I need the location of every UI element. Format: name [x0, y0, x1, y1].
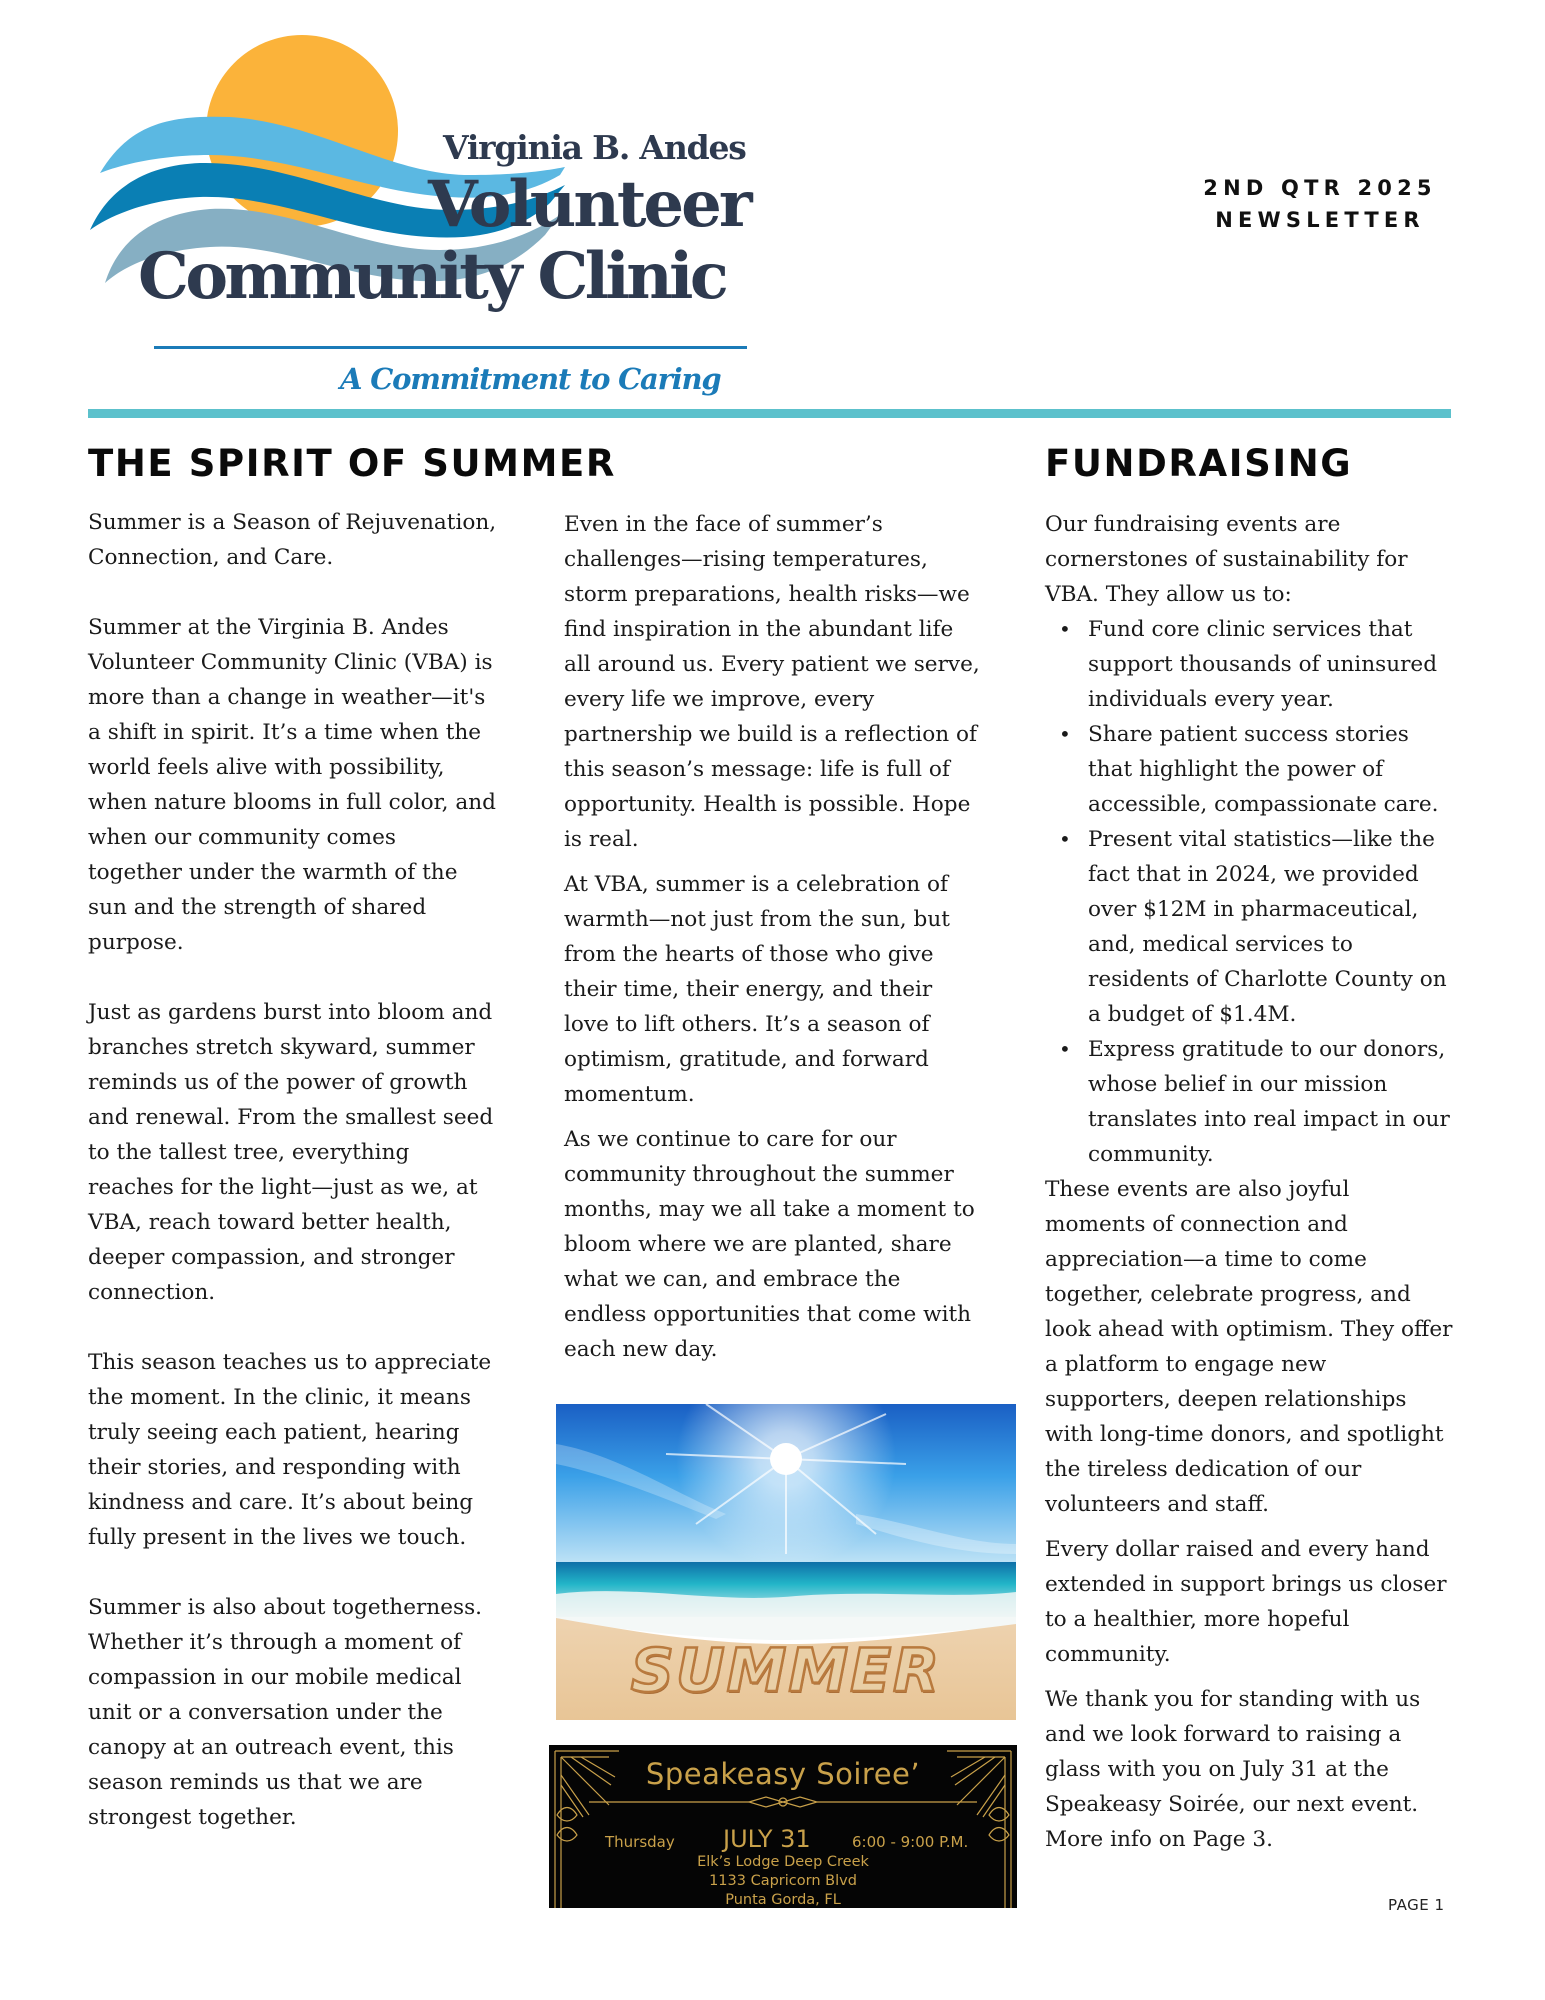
- body-line: the tireless dedication of our: [1045, 1457, 1362, 1482]
- logo-text-community-clinic: Community Clinic: [138, 239, 726, 314]
- body-line: with long-time donors, and spotlight: [1045, 1422, 1444, 1447]
- body-line: strongest together.: [88, 1805, 297, 1830]
- clinic-logo: [90, 25, 760, 410]
- body-line: Every dollar raised and every hand: [1045, 1537, 1430, 1562]
- side-ornament-left: [557, 1808, 577, 1842]
- body-line: reminds us of the power of growth: [88, 1070, 468, 1095]
- body-line: world feels alive with possibility,: [88, 755, 445, 780]
- bullet-item: [1045, 1032, 1505, 1172]
- body-line: more than a change in weather—it's: [88, 685, 486, 710]
- body-line: fully present in the lives we touch.: [88, 1525, 467, 1550]
- body-line: to the tallest tree, everything: [88, 1140, 410, 1165]
- body-line: reaches for the light—just as we, at: [88, 1175, 478, 1200]
- bullet-icon: •: [1059, 827, 1071, 851]
- sand-writing: SUMMER: [630, 1636, 942, 1706]
- bullet-line: Fund core clinic services that: [1088, 617, 1413, 642]
- body-line: volunteers and staff.: [1045, 1492, 1269, 1517]
- body-line: season reminds us that we are: [88, 1770, 423, 1795]
- bullet-line: accessible, compassionate care.: [1088, 792, 1439, 817]
- bullet-line: whose belief in our mission: [1088, 1072, 1388, 1097]
- paragraph: [564, 1122, 1014, 1367]
- body-line: deeper compassion, and stronger: [88, 1245, 455, 1270]
- body-line: each new day.: [564, 1337, 718, 1362]
- bullet-line: fact that in 2024, we provided: [1088, 862, 1419, 887]
- bullet-line: residents of Charlotte County on: [1088, 967, 1447, 992]
- logo-text-virginia-b-andes: Virginia B. Andes: [443, 128, 746, 167]
- spirit-heading: THE SPIRIT OF SUMMER: [88, 442, 616, 485]
- blank-line: [88, 1555, 528, 1590]
- body-line: unit or a conversation under the: [88, 1700, 443, 1725]
- body-line: purpose.: [88, 930, 184, 955]
- body-line: to a healthier, more hopeful: [1045, 1607, 1350, 1632]
- body-line: Summer is a Season of Rejuvenation,: [88, 510, 497, 535]
- bullet-item: [1045, 612, 1505, 717]
- body-line: endless opportunities that come with: [564, 1302, 972, 1327]
- bullet-line: a budget of $1.4M.: [1088, 1002, 1297, 1027]
- body-line: appreciation—a time to come: [1045, 1247, 1367, 1272]
- body-line: compassion in our mobile medical: [88, 1665, 462, 1690]
- body-line: all around us. Every patient we serve,: [564, 652, 980, 677]
- body-line: find inspiration in the abundant life: [564, 617, 954, 642]
- spirit-column-1: [88, 505, 528, 1835]
- body-line: bloom where we are planted, share: [564, 1232, 952, 1257]
- body-line: Even in the face of summer’s: [564, 512, 883, 537]
- body-line: Whether it’s through a moment of: [88, 1630, 462, 1655]
- body-line: momentum.: [564, 1082, 695, 1107]
- body-line: Speakeasy Soirée, our next event.: [1045, 1792, 1419, 1817]
- header-accent-bar: [88, 409, 1451, 418]
- spirit-column-2: [564, 507, 1014, 1367]
- event-date: JULY 31: [723, 1825, 811, 1853]
- paragraph-gap: [564, 1112, 1014, 1122]
- event-street: 1133 Capricorn Blvd: [709, 1873, 857, 1889]
- body-line: This season teaches us to appreciate: [88, 1350, 492, 1375]
- paragraph: [1045, 1172, 1505, 1522]
- fundraising-intro: [1045, 507, 1505, 612]
- event-title: Speakeasy Soiree’: [645, 1757, 921, 1791]
- body-line: their time, their energy, and their: [564, 977, 933, 1002]
- body-line: At VBA, summer is a celebration of: [564, 872, 948, 897]
- body-line: opportunity. Health is possible. Hope: [564, 792, 971, 817]
- body-line: a shift in spirit. It’s a time when the: [88, 720, 482, 745]
- page-number: PAGE 1: [1388, 1896, 1445, 1914]
- blank-line: [88, 575, 528, 610]
- body-line: love to lift others. It’s a season of: [564, 1012, 930, 1037]
- body-line: connection.: [88, 1280, 216, 1305]
- paragraph-gap: [1045, 1672, 1505, 1682]
- issue-quarter: 2ND QTR 2025: [1203, 176, 1437, 200]
- bullet-line: over $12M in pharmaceutical,: [1088, 897, 1419, 922]
- body-line: together, celebrate progress, and: [1045, 1282, 1411, 1307]
- body-line: this season’s message: life is full of: [564, 757, 950, 782]
- body-line: partnership we build is a reflection of: [564, 722, 977, 747]
- paragraph: [1045, 1682, 1505, 1857]
- body-line: cornerstones of sustainability for: [1045, 547, 1408, 572]
- body-line: what we can, and embrace the: [564, 1267, 901, 1292]
- event-city: Punta Gorda, FL: [725, 1892, 841, 1908]
- logo-tagline: A Commitment to Caring: [340, 362, 721, 396]
- body-line: community.: [1045, 1642, 1171, 1667]
- bullet-item: [1045, 717, 1505, 822]
- body-line: VBA. They allow us to:: [1045, 582, 1292, 607]
- bullet-line: translates into real impact in our: [1088, 1107, 1450, 1132]
- body-line: Volunteer Community Clinic (VBA) is: [88, 650, 493, 675]
- body-line: As we continue to care for our: [564, 1127, 897, 1152]
- body-line: canopy at an outreach event, this: [88, 1735, 454, 1760]
- body-line: Connection, and Care.: [88, 545, 334, 570]
- body-line: We thank you for standing with us: [1045, 1687, 1421, 1712]
- bullet-icon: •: [1059, 1037, 1071, 1061]
- body-line: together under the warmth of the: [88, 860, 458, 885]
- body-line: a platform to engage new: [1045, 1352, 1327, 1377]
- body-line: and renewal. From the smallest seed: [88, 1105, 494, 1130]
- speakeasy-event-banner[interactable]: [549, 1745, 1017, 1908]
- bullet-icon: •: [1059, 722, 1071, 746]
- body-line: from the hearts of those who give: [564, 942, 934, 967]
- paragraph: [564, 507, 1014, 857]
- blank-line: [88, 960, 528, 995]
- blank-line: [88, 1310, 528, 1345]
- body-line: Summer is also about togetherness.: [88, 1595, 483, 1620]
- bullet-line: community.: [1088, 1142, 1214, 1167]
- body-line: glass with you on July 31 at the: [1045, 1757, 1389, 1782]
- body-line: every life we improve, every: [564, 687, 875, 712]
- body-line: look ahead with optimism. They offer: [1045, 1317, 1453, 1342]
- body-line: truly seeing each patient, hearing: [88, 1420, 460, 1445]
- logo-divider: [154, 346, 747, 349]
- body-line: when nature blooms in full color, and: [88, 790, 496, 815]
- summer-beach-image: [556, 1404, 1016, 1720]
- body-line: warmth—not just from the sun, but: [564, 907, 950, 932]
- body-line: Just as gardens burst into bloom and: [88, 1000, 493, 1025]
- event-time: 6:00 - 9:00 P.M.: [852, 1833, 969, 1851]
- body-line: sun and the strength of shared: [88, 895, 427, 920]
- paragraph: [564, 867, 1014, 1112]
- event-venue: Elk’s Lodge Deep Creek: [697, 1854, 869, 1870]
- body-line: and we look forward to raising a: [1045, 1722, 1402, 1747]
- body-line: is real.: [564, 827, 639, 852]
- fundraising-bullet-list: [1045, 612, 1505, 1172]
- body-line: These events are also joyful: [1045, 1177, 1350, 1202]
- bullet-line: Share patient success stories: [1088, 722, 1409, 747]
- body-line: community throughout the summer: [564, 1162, 954, 1187]
- body-line: months, may we all take a moment to: [564, 1197, 975, 1222]
- bullet-line: that highlight the power of: [1088, 757, 1384, 782]
- body-line: extended in support brings us closer: [1045, 1572, 1447, 1597]
- body-line: storm preparations, health risks—we: [564, 582, 970, 607]
- body-line: when our community comes: [88, 825, 396, 850]
- body-line: optimism, gratitude, and forward: [564, 1047, 929, 1072]
- fundraising-heading: FUNDRAISING: [1045, 442, 1353, 485]
- fundraising-column: [1045, 507, 1505, 1857]
- bullet-item: [1045, 822, 1505, 1032]
- issue-label: [1170, 172, 1470, 236]
- body-line: their stories, and responding with: [88, 1455, 461, 1480]
- side-ornament-right: [989, 1808, 1009, 1842]
- body-line: branches stretch skyward, summer: [88, 1035, 475, 1060]
- bullet-line: Present vital statistics—like the: [1088, 827, 1435, 852]
- paragraph-gap: [1045, 1522, 1505, 1532]
- bullet-line: Express gratitude to our donors,: [1088, 1037, 1446, 1062]
- body-line: challenges—rising temperatures,: [564, 547, 928, 572]
- paragraph: [1045, 1532, 1505, 1672]
- body-line: Summer at the Virginia B. Andes: [88, 615, 449, 640]
- bullet-line: and, medical services to: [1088, 932, 1353, 957]
- paragraph-gap: [564, 857, 1014, 867]
- issue-type: NEWSLETTER: [1215, 208, 1425, 232]
- body-line: Our fundraising events are: [1045, 512, 1341, 537]
- bullet-line: individuals every year.: [1088, 687, 1334, 712]
- body-line: VBA, reach toward better health,: [88, 1210, 452, 1235]
- logo-text-volunteer: Volunteer: [428, 167, 750, 242]
- event-day: Thursday: [605, 1833, 675, 1851]
- body-line: the moment. In the clinic, it means: [88, 1385, 471, 1410]
- sun: [770, 1443, 802, 1475]
- body-line: moments of connection and: [1045, 1212, 1348, 1237]
- bullet-line: support thousands of uninsured: [1088, 652, 1438, 677]
- bullet-icon: •: [1059, 617, 1071, 641]
- body-line: supporters, deepen relationships: [1045, 1387, 1407, 1412]
- body-line: More info on Page 3.: [1045, 1827, 1274, 1852]
- body-line: kindness and care. It’s about being: [88, 1490, 474, 1515]
